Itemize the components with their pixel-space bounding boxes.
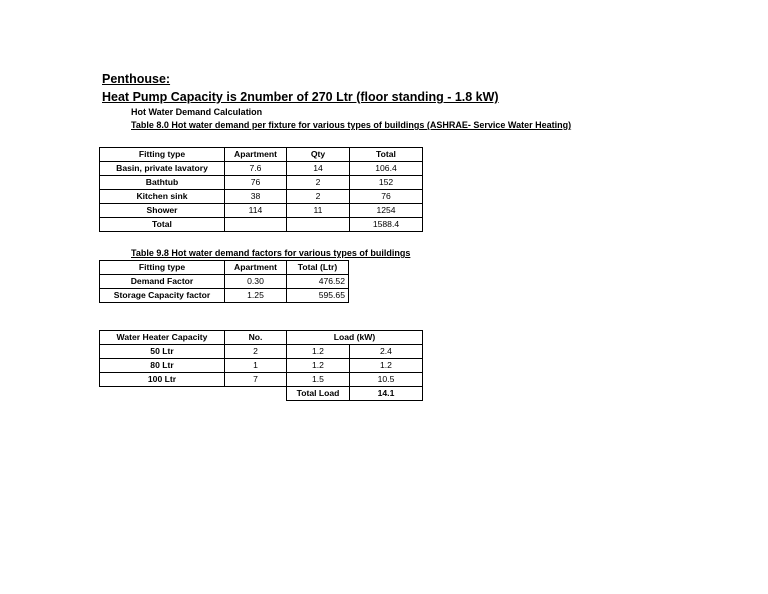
empty-cell bbox=[100, 387, 225, 401]
table-cell: 50 Ltr bbox=[100, 345, 225, 359]
column-header: Total (Ltr) bbox=[287, 261, 349, 275]
table-cell: 106.4 bbox=[350, 162, 423, 176]
table-cell: 476.52 bbox=[287, 275, 349, 289]
table-cell: 11 bbox=[287, 204, 350, 218]
table2-title: Table 9.8 Hot water demand factors for various types of buildings bbox=[131, 248, 411, 258]
table-row bbox=[100, 289, 349, 303]
table-cell: Bathtub bbox=[100, 176, 225, 190]
table-cell: 595.65 bbox=[287, 289, 349, 303]
table-cell: 1.2 bbox=[287, 359, 350, 373]
heat-pump-capacity-heading: Heat Pump Capacity is 2number of 270 Ltr (floor standing - 1.8 kW) bbox=[102, 90, 499, 104]
table-row bbox=[100, 359, 423, 373]
table-header-row bbox=[100, 148, 423, 162]
table-cell: Shower bbox=[100, 204, 225, 218]
table-cell: 76 bbox=[225, 176, 287, 190]
table-cell: 7 bbox=[225, 373, 287, 387]
table-cell: 2 bbox=[225, 345, 287, 359]
calculation-title: Hot Water Demand Calculation bbox=[131, 107, 263, 117]
table-cell: 2 bbox=[287, 190, 350, 204]
table-cell: Basin, private lavatory bbox=[100, 162, 225, 176]
table1-title: Table 8.0 Hot water demand per fixture for various types of buildings (ASHRAE- Service Water Heating) bbox=[131, 120, 572, 130]
column-header: Load (kW) bbox=[287, 331, 423, 345]
table-row bbox=[100, 204, 423, 218]
table-cell: 2 bbox=[287, 176, 350, 190]
table-row bbox=[100, 275, 349, 289]
table-row bbox=[100, 373, 423, 387]
demand-factor-table bbox=[99, 260, 349, 303]
section-title: Penthouse: bbox=[102, 72, 171, 86]
column-header: Fitting type bbox=[100, 261, 225, 275]
table-cell: 114 bbox=[225, 204, 287, 218]
column-header: Water Heater Capacity bbox=[100, 331, 225, 345]
table-cell bbox=[287, 218, 350, 232]
water-heater-load-table bbox=[99, 330, 423, 401]
table-cell: 100 Ltr bbox=[100, 373, 225, 387]
table-cell: 1.5 bbox=[287, 373, 350, 387]
table-cell: 7.6 bbox=[225, 162, 287, 176]
column-header: No. bbox=[225, 331, 287, 345]
table-cell bbox=[225, 218, 287, 232]
column-header: Fitting type bbox=[100, 148, 225, 162]
table-cell: 1.2 bbox=[287, 345, 350, 359]
table-cell: Storage Capacity factor bbox=[100, 289, 225, 303]
table-cell: 80 Ltr bbox=[100, 359, 225, 373]
table-cell: 1.25 bbox=[225, 289, 287, 303]
table-cell: 14 bbox=[287, 162, 350, 176]
table-cell: 38 bbox=[225, 190, 287, 204]
table-row bbox=[100, 190, 423, 204]
hot-water-demand-table bbox=[99, 147, 423, 232]
table-cell: 1 bbox=[225, 359, 287, 373]
table-cell: 76 bbox=[350, 190, 423, 204]
table-row bbox=[100, 345, 423, 359]
table-total-row bbox=[100, 387, 423, 401]
table-header-row bbox=[100, 261, 349, 275]
table-cell: 152 bbox=[350, 176, 423, 190]
table-row bbox=[100, 162, 423, 176]
table-cell: 10.5 bbox=[350, 373, 423, 387]
total-load-label: Total Load bbox=[287, 387, 350, 401]
table-row bbox=[100, 176, 423, 190]
table-cell: 1588.4 bbox=[350, 218, 423, 232]
table-cell: 0.30 bbox=[225, 275, 287, 289]
column-header: Qty bbox=[287, 148, 350, 162]
table-total-row bbox=[100, 218, 423, 232]
table-header-row bbox=[100, 331, 423, 345]
table-cell: Total bbox=[100, 218, 225, 232]
table-cell: 1.2 bbox=[350, 359, 423, 373]
total-load-value: 14.1 bbox=[350, 387, 423, 401]
column-header: Total bbox=[350, 148, 423, 162]
column-header: Apartment bbox=[225, 148, 287, 162]
table-cell: 2.4 bbox=[350, 345, 423, 359]
column-header: Apartment bbox=[225, 261, 287, 275]
empty-cell bbox=[225, 387, 287, 401]
table-cell: 1254 bbox=[350, 204, 423, 218]
table-cell: Demand Factor bbox=[100, 275, 225, 289]
table-cell: Kitchen sink bbox=[100, 190, 225, 204]
